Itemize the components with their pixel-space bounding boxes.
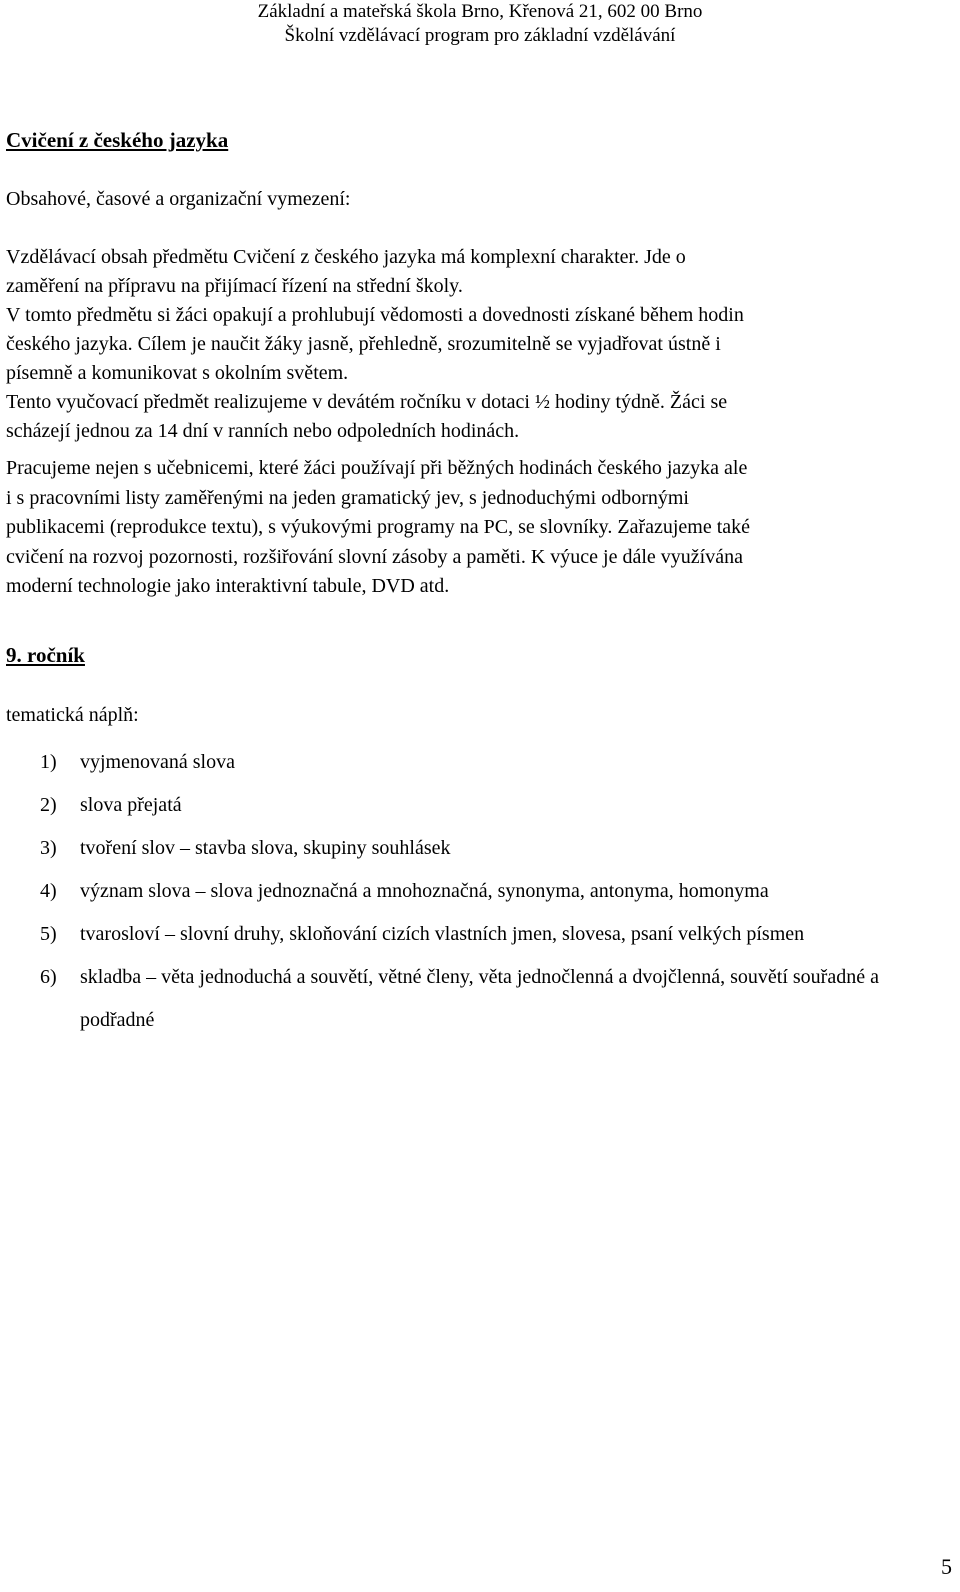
paragraph-line: zaměření na přípravu na přijímací řízení na střední školy. bbox=[6, 275, 463, 297]
paragraph-line: scházejí jednou za 14 dní v ranních nebo odpoledních hodinách. bbox=[6, 420, 520, 442]
paragraph-line: Vzdělávací obsah předmětu Cvičení z českého jazyka má komplexní charakter. Jde o bbox=[6, 246, 686, 268]
paragraph-line: Pracujeme nejen s učebnicemi, které žáci používají při běžných hodinách českého jazyka ale bbox=[6, 457, 748, 479]
topic-label: tematická náplň: bbox=[6, 704, 139, 726]
list-item bbox=[0, 784, 960, 827]
list-text: tvarosloví – slovní druhy, skloňování cizích vlastních jmen, slovesa, psaní velkých písmen bbox=[80, 923, 805, 945]
topic-list bbox=[0, 741, 960, 1042]
list-number: 1) bbox=[40, 751, 57, 773]
paragraph-line: českého jazyka. Cílem je naučit žáky jasně, přehledně, srozumitelně se vyjadřovat ústně i bbox=[6, 333, 721, 355]
list-text: skladba – věta jednoduchá a souvětí, větné členy, věta jednočlenná a dvojčlenná, souvětí souřadné a podřadné bbox=[80, 966, 879, 1031]
page-header bbox=[0, 0, 960, 48]
intro-paragraph bbox=[6, 243, 952, 446]
paragraph-line: V tomto předmětu si žáci opakují a prohlubují vědomosti a dovednosti získané během hodin bbox=[6, 304, 744, 326]
section-subtitle: Obsahové, časové a organizační vymezení: bbox=[6, 188, 351, 210]
list-text: slova přejatá bbox=[80, 794, 182, 816]
list-number: 4) bbox=[40, 880, 57, 902]
paragraph-line: písemně a komunikovat s okolním světem. bbox=[6, 362, 349, 384]
document-title: Cvičení z českého jazyka bbox=[6, 128, 229, 152]
paragraph-line: publikacemi (reprodukce textu), s výukovými programy na PC, se slovníky. Zařazujeme také bbox=[6, 516, 751, 538]
list-item bbox=[0, 913, 960, 956]
list-item bbox=[0, 741, 960, 784]
header-school-name: Základní a mateřská škola Brno, Křenová 21, 602 00 Brno bbox=[257, 1, 703, 22]
list-number: 2) bbox=[40, 794, 57, 816]
paragraph-line: cvičení na rozvoj pozornosti, rozšiřování slovní zásoby a paměti. K výuce je dále využívána bbox=[6, 545, 743, 568]
list-item bbox=[0, 827, 960, 870]
page-number: 5 bbox=[941, 1554, 952, 1579]
list-number: 5) bbox=[40, 923, 57, 945]
list-number: 6) bbox=[40, 966, 57, 988]
header-program-name: Školní vzdělávací program pro základní vzdělávání bbox=[284, 25, 676, 46]
list-item bbox=[0, 956, 960, 1042]
list-item bbox=[0, 870, 960, 913]
list-number: 3) bbox=[40, 837, 57, 859]
methods-paragraph bbox=[6, 454, 952, 602]
grade-heading: 9. ročník bbox=[6, 643, 85, 667]
paragraph-line: Tento vyučovací předmět realizujeme v devátém ročníku v dotaci ½ hodiny týdně. Žáci se bbox=[6, 391, 728, 413]
list-text: vyjmenovaná slova bbox=[80, 751, 235, 773]
list-text: význam slova – slova jednoznačná a mnohoznačná, synonyma, antonyma, homonyma bbox=[80, 880, 769, 902]
paragraph-line: moderní technologie jako interaktivní tabule, DVD atd. bbox=[6, 575, 450, 597]
list-text: tvoření slov – stavba slova, skupiny souhlásek bbox=[80, 837, 451, 859]
paragraph-line: i s pracovními listy zaměřenými na jeden gramatický jev, s jednoduchými odbornými bbox=[6, 486, 689, 509]
